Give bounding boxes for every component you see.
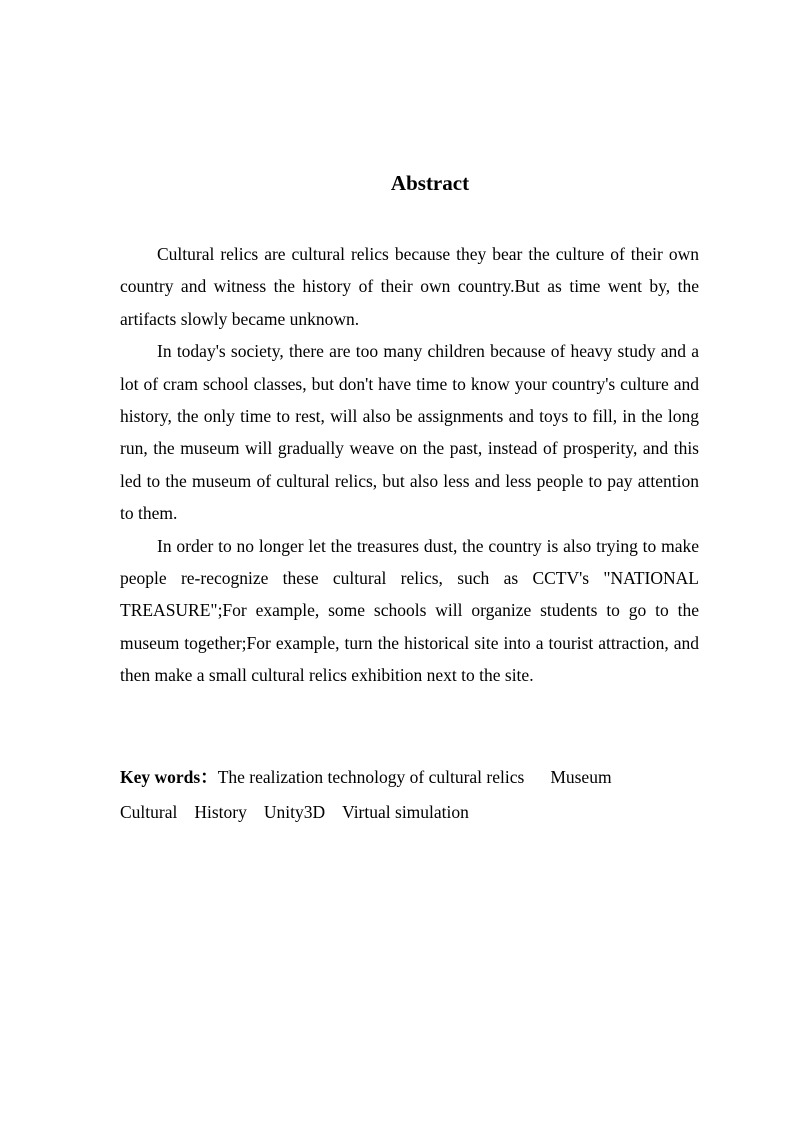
- keyword-item: Unity3D: [263, 802, 326, 822]
- keyword-item: Museum: [550, 767, 612, 787]
- keywords-label: Key words: [120, 767, 201, 787]
- keywords-line-1: [120, 760, 699, 795]
- keywords-line-2: [120, 795, 699, 830]
- abstract-paragraph-1: Cultural relics are cultural relics because they bear the culture of their own country and witness the history of their own country.But as time went by, the artifacts slowly became unknown.: [120, 244, 699, 329]
- keywords-section: [120, 760, 699, 830]
- keyword-item: History: [194, 802, 247, 822]
- keyword-item: The realization technology of cultural relics: [217, 767, 525, 787]
- abstract-body: [120, 238, 699, 692]
- abstract-paragraph-3: In order to no longer let the treasures dust, the country is also trying to make people re-recognize these cultural relics, such as CCTV's "NATIONAL TREASURE";For example, some schools will organize students to go to the museum together;For example, turn the historical site into a tourist attraction, and then make a small cultural relics exhibition next to the site.: [120, 535, 699, 686]
- keyword-item: Cultural: [120, 802, 178, 822]
- keywords-separator: ：: [200, 767, 218, 787]
- keyword-item: Virtual simulation: [342, 802, 469, 822]
- abstract-paragraph-2: In today's society, there are too many children because of heavy study and a lot of cram school classes, but don't have time to know your country's culture and history, the only time to rest, will also be assignments and toys to fill, in the long run, the museum will gradually weave on the past, instead of prosperity, and this led to the museum of cultural relics, but also less and less people to pay attention to them.: [120, 341, 699, 524]
- page-title: Abstract: [390, 171, 470, 195]
